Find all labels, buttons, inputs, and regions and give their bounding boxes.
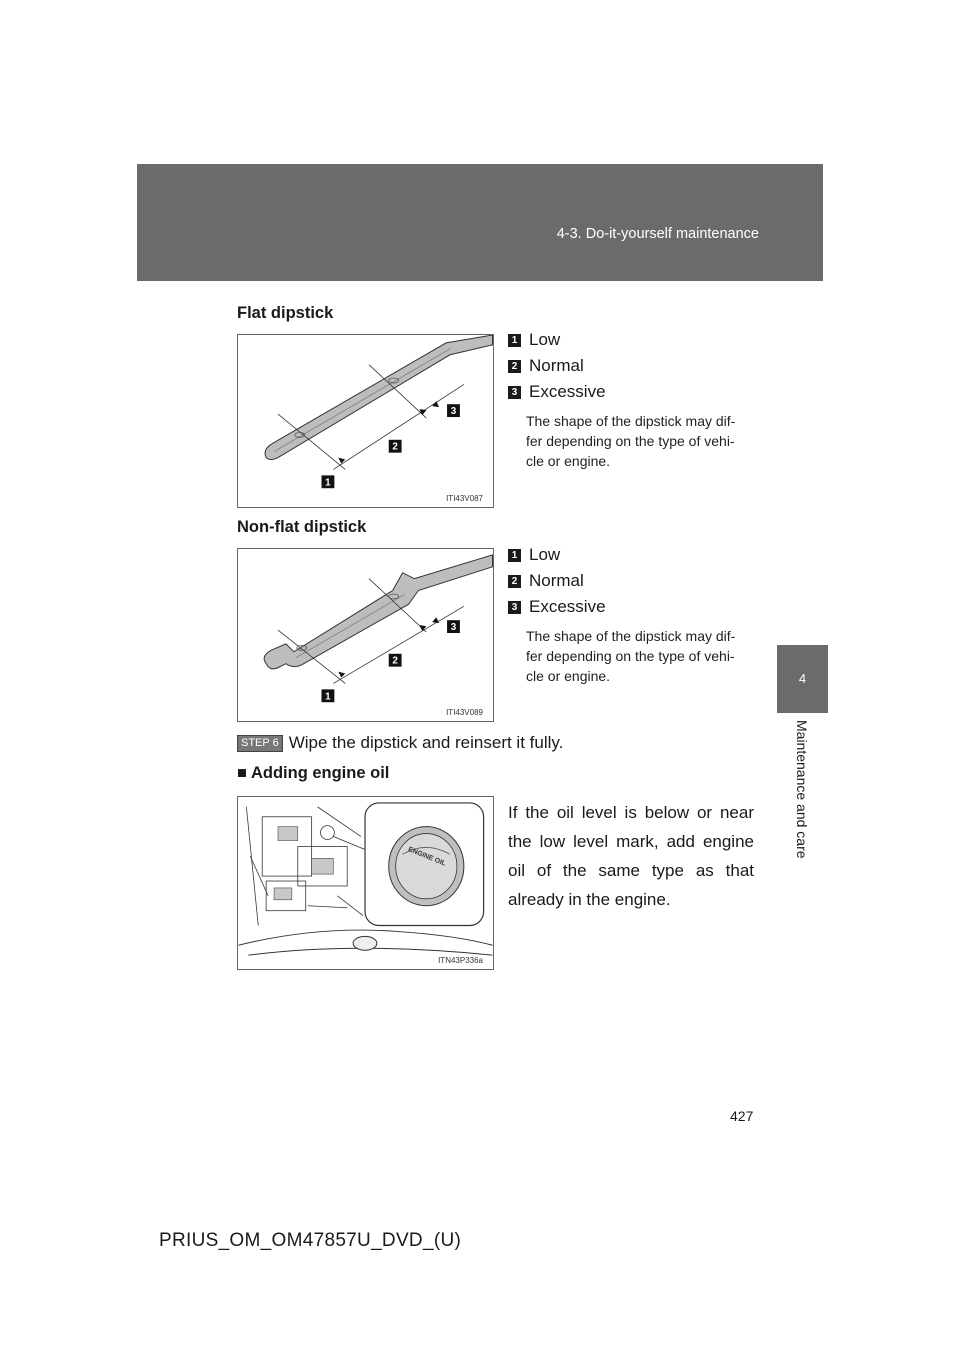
nonflat-dipstick-heading: Non-flat dipstick <box>237 518 367 536</box>
nonflat-note: The shape of the dipstick may dif-fer depending on the type of vehi-cle or engine. <box>526 628 736 684</box>
marker-3-icon: 3 <box>508 386 521 399</box>
page-number: 427 <box>730 1108 754 1124</box>
flat-dipstick-illustration <box>238 335 493 507</box>
document-code: PRIUS_OM_OM47857U_DVD_(U) <box>159 1230 462 1251</box>
step-text: Wipe the dipstick and reinsert it fully. <box>288 733 564 752</box>
flat-legend <box>508 327 606 405</box>
adding-oil-heading <box>237 764 389 783</box>
adding-oil-title: Adding engine oil <box>250 764 390 782</box>
marker-2-icon: 2 <box>508 575 521 588</box>
flat-dipstick-figure <box>237 334 494 508</box>
marker-1-icon: 1 <box>508 549 521 562</box>
chapter-title: Maintenance and care <box>794 720 810 859</box>
section-label: 4-3. Do-it-yourself maintenance <box>556 226 759 242</box>
flat-legend-excessive: 3 Excessive <box>508 379 606 405</box>
nonflat-dipstick-figure <box>237 548 494 722</box>
nonflat-fig-marker-2: 2 <box>392 655 398 667</box>
marker-1-icon: 1 <box>508 334 521 347</box>
nonflat-legend-normal: 2 Normal <box>508 568 606 594</box>
square-bullet-icon: ■ <box>237 764 247 782</box>
flat-dipstick-heading: Flat dipstick <box>237 304 334 322</box>
flat-legend-normal: 2 Normal <box>508 353 606 379</box>
flat-legend-low: 1 Low <box>508 327 606 353</box>
step-6-line <box>237 733 563 753</box>
nonflat-figure-code: ITI43V089 <box>446 708 483 717</box>
header-band <box>137 164 823 281</box>
engine-oil-cap-figure <box>237 796 494 970</box>
nonflat-legend-excessive: 3 Excessive <box>508 594 606 620</box>
engine-bay-illustration <box>238 797 493 969</box>
chapter-tab: 4 <box>777 645 828 713</box>
flat-figure-code: ITI43V087 <box>446 494 483 503</box>
flat-fig-marker-2: 2 <box>392 441 398 453</box>
step-badge: STEP 6 <box>237 735 283 752</box>
flat-fig-marker-1: 1 <box>325 477 331 489</box>
nonflat-legend <box>508 542 606 620</box>
flat-note: The shape of the dipstick may dif-fer depending on the type of vehi-cle or engine. <box>526 413 736 469</box>
chapter-title-vertical <box>792 720 812 890</box>
oil-figure-code: ITN43P336a <box>438 956 483 965</box>
marker-2-icon: 2 <box>508 360 521 373</box>
flat-fig-marker-3: 3 <box>450 406 457 418</box>
marker-3-icon: 3 <box>508 601 521 614</box>
engine-oil-cap-label: ENGINE OIL <box>407 846 447 868</box>
nonflat-dipstick-illustration <box>238 549 493 721</box>
nonflat-fig-marker-1: 1 <box>325 691 331 703</box>
nonflat-fig-marker-3: 3 <box>450 622 457 634</box>
nonflat-legend-low: 1 Low <box>508 542 606 568</box>
adding-oil-paragraph: If the oil level is below or near the low level mark, add engine oil of the same type as that already in the engine. <box>508 803 754 909</box>
